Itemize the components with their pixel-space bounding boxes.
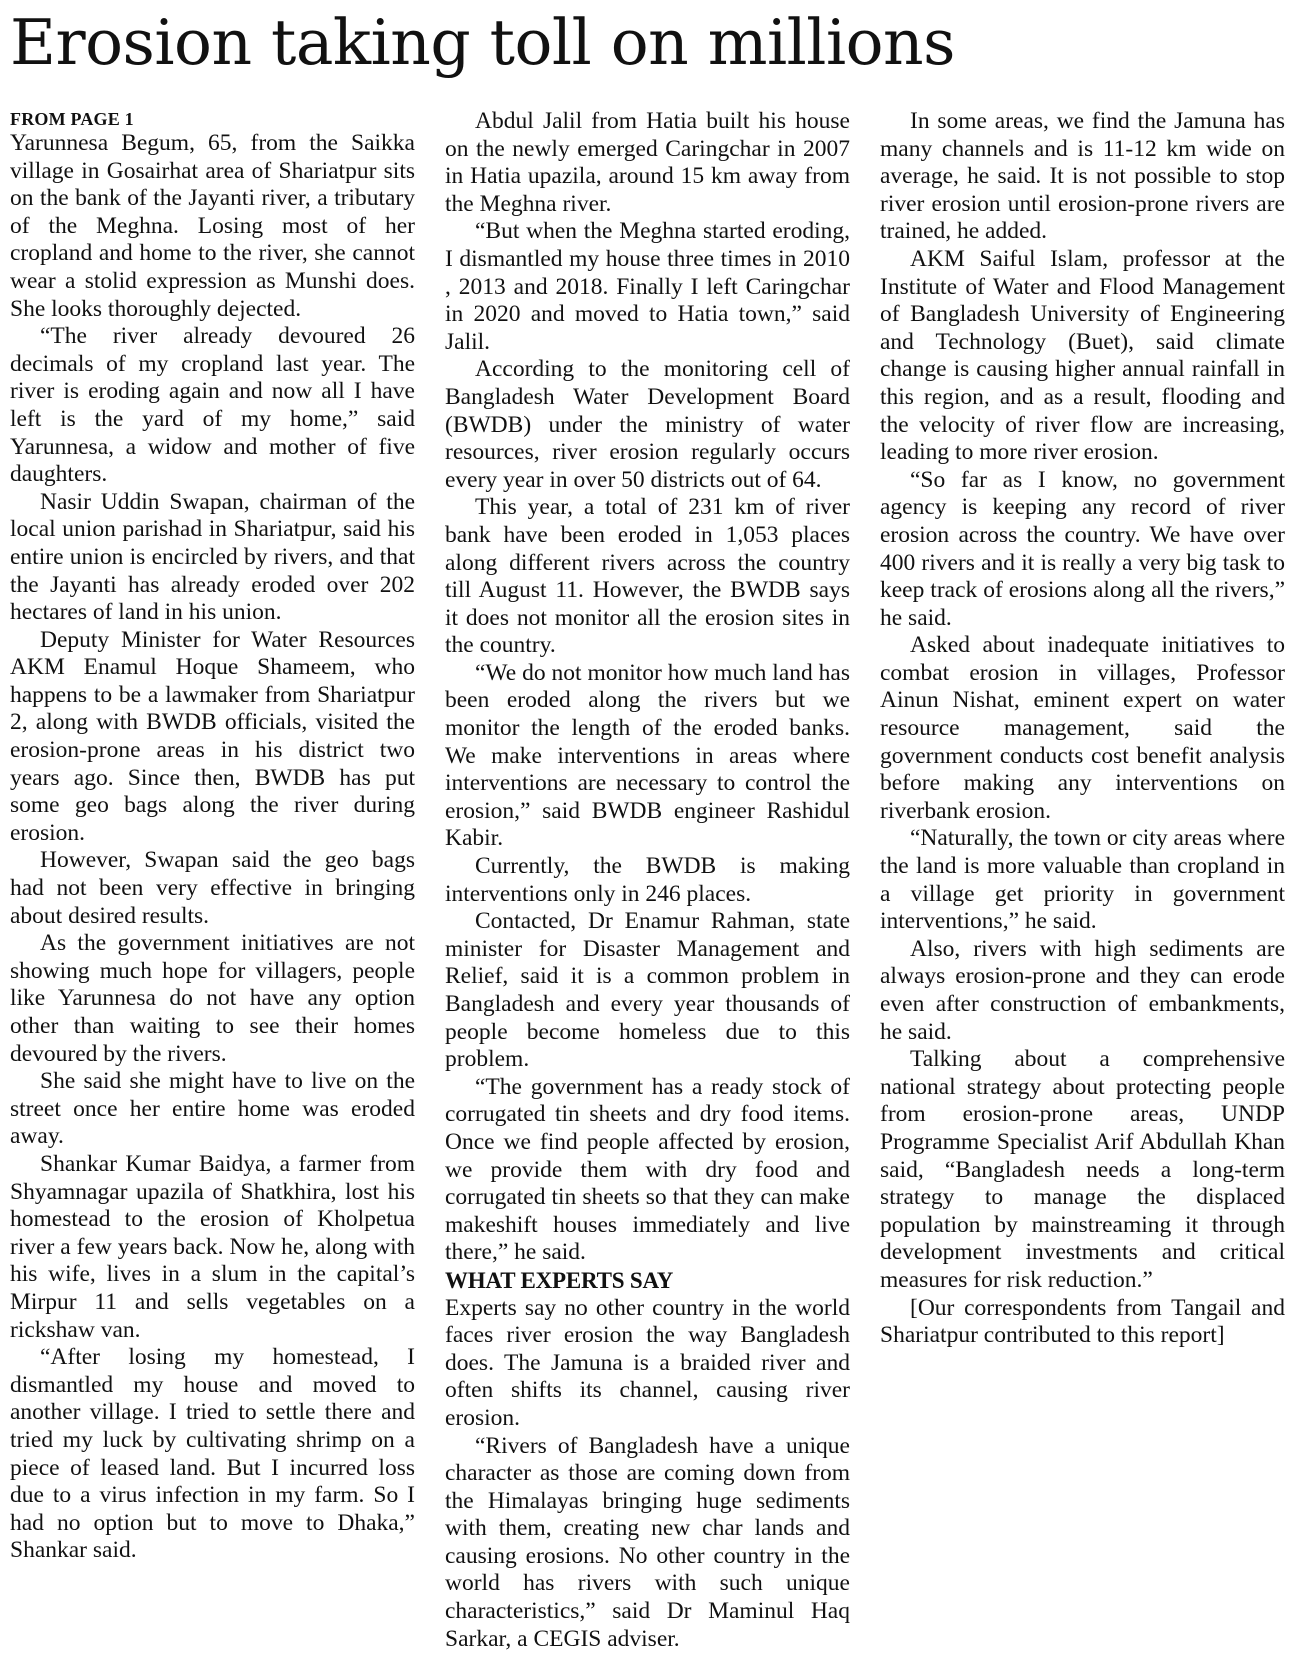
paragraph: Deputy Minister for Water Resources AKM Enamul Hoque Shameem, who happens to be a lawmaker from Shariatpur 2, along with BWDB officials, visited the erosion-prone areas in his district two years ago. Since then, BWDB has put some geo bags along the river during erosion. xyxy=(10,627,415,848)
paragraph: In some areas, we find the Jamuna has many channels and is 11-12 km wide on average, he said. It is not possible to stop river erosion until erosion-prone rivers are trained, he added. xyxy=(880,108,1285,246)
jump-kicker: FROM PAGE 1 xyxy=(10,108,415,130)
paragraph: Currently, the BWDB is making interventions only in 246 places. xyxy=(445,853,850,908)
paragraph: “The river already devoured 26 decimals of my cropland last year. The river is eroding again and now all I have left is the yard of my home,” said Yarunnesa, a widow and mother of five daughters. xyxy=(10,323,415,489)
paragraph: “The government has a ready stock of corrugated tin sheets and dry food items. Once we find people affected by erosion, we provide them with dry food and corrugated tin sheets so that they can make makeshift houses immediately and live there,” he said. xyxy=(445,1074,850,1267)
paragraph: Asked about inadequate initiatives to combat erosion in villages, Professor Ainun Nishat, eminent expert on water resource management, said the government conducts cost benefit analysis before making any interventions on riverbank erosion. xyxy=(880,632,1285,825)
paragraph: Contacted, Dr Enamur Rahman, state minister for Disaster Management and Relief, said it is a common problem in Bangladesh and every year thousands of people become homeless due to this problem. xyxy=(445,908,850,1074)
paragraph: However, Swapan said the geo bags had not been very effective in bringing about desired results. xyxy=(10,847,415,930)
column-2 xyxy=(445,108,850,1653)
paragraph: “But when the Meghna started eroding, I dismantled my house three times in 2010 , 2013 and 2018. Finally I left Caringchar in 2020 and moved to Hatia town,” said Jalil. xyxy=(445,218,850,356)
paragraph-continues: “After losing my homestead, I dismantled my house and moved to another village. I tried to settle there and tried my luck by cultivating shrimp on a piece of leased land. But I incurred loss due to a virus infection in my farm. So I had no option but to move to Dhaka,” Shankar said. xyxy=(10,1344,415,1565)
paragraph: As the government initiatives are not showing much hope for villagers, people like Yarunnesa do not have any option other than waiting to see their homes devoured by the rivers. xyxy=(10,930,415,1068)
paragraph: Nasir Uddin Swapan, chairman of the local union parishad in Shariatpur, said his entire union is encircled by rivers, and that the Jayanti has already eroded over 202 hectares of land in his union. xyxy=(10,489,415,627)
paragraph: Talking about a comprehensive national strategy about protecting people from erosion-prone areas, UNDP Programme Specialist Arif Abdullah Khan said, “Bangladesh needs a long-term strategy to manage the displaced population by mainstreaming it through development investments and critical measures for risk reduction.” xyxy=(880,1046,1285,1294)
correspondents-note: [Our correspondents from Tangail and Shariatpur contributed to this report] xyxy=(880,1295,1285,1350)
paragraph: Also, rivers with high sediments are always erosion-prone and they can erode even after construction of embankments, he said. xyxy=(880,936,1285,1046)
paragraph: “We do not monitor how much land has been eroded along the rivers but we monitor the length of the eroded banks. We make interventions in areas where interventions are necessary to control the erosion,” said BWDB engineer Rashidul Kabir. xyxy=(445,660,850,853)
paragraph: “So far as I know, no government agency is keeping any record of river erosion across the country. We have over 400 rivers and it is really a very big task to keep track of erosions along all the rivers,” he said. xyxy=(880,467,1285,633)
column-1 xyxy=(10,108,415,1565)
paragraph: She said she might have to live on the street once her entire home was eroded away. xyxy=(10,1068,415,1151)
paragraph: AKM Saiful Islam, professor at the Institute of Water and Flood Management of Bangladesh University of Engineering and Technology (Buet), said climate change is causing higher annual rainfall in this region, and as a result, flooding and the velocity of river flow are increasing, leading to more river erosion. xyxy=(880,246,1285,467)
paragraph-continues: “Rivers of Bangladesh have a unique character as those are coming down from the Himalayas bringing huge sediments with them, creating new char lands and causing erosions. No other country in the world has rivers with such unique characteristics,” said Dr Maminul Haq Sarkar, a CEGIS adviser. xyxy=(445,1433,850,1653)
paragraph: Shankar Kumar Baidya, a farmer from Shyamnagar upazila of Shatkhira, lost his homestead to the erosion of Kholpetua river a few years back. Now he, along with his wife, lives in a slum in the capital’s Mirpur 11 and sells vegetables on a rickshaw van. xyxy=(10,1151,415,1344)
paragraph: According to the monitoring cell of Bangladesh Water Development Board (BWDB) under the ministry of water resources, river erosion regularly occurs every year in over 50 districts out of 64. xyxy=(445,356,850,494)
paragraph: Abdul Jalil from Hatia built his house on the newly emerged Caringchar in 2007 in Hatia upazila, around 15 km away from the Meghna river. xyxy=(445,108,850,218)
paragraph: Yarunnesa Begum, 65, from the Saikka village in Gosairhat area of Shariatpur sits on the bank of the Jayanti river, a tributary of the Meghna. Losing most of her cropland and home to the river, she cannot wear a stolid expression as Munshi does. She looks thoroughly dejected. xyxy=(10,130,415,323)
headline: Erosion taking toll on millions xyxy=(10,10,955,76)
section-subhead: WHAT EXPERTS SAY xyxy=(445,1267,850,1295)
paragraph: This year, a total of 231 km of river bank have been eroded in 1,053 places along different rivers across the country till August 11. However, the BWDB says it does not monitor all the erosion sites in the country. xyxy=(445,494,850,660)
paragraph: “Naturally, the town or city areas where the land is more valuable than cropland in a village get priority in government interventions,” he said. xyxy=(880,825,1285,935)
column-3 xyxy=(880,108,1285,1350)
paragraph: Experts say no other country in the world faces river erosion the way Bangladesh does. The Jamuna is a braided river and often shifts its channel, causing river erosion. xyxy=(445,1295,850,1433)
